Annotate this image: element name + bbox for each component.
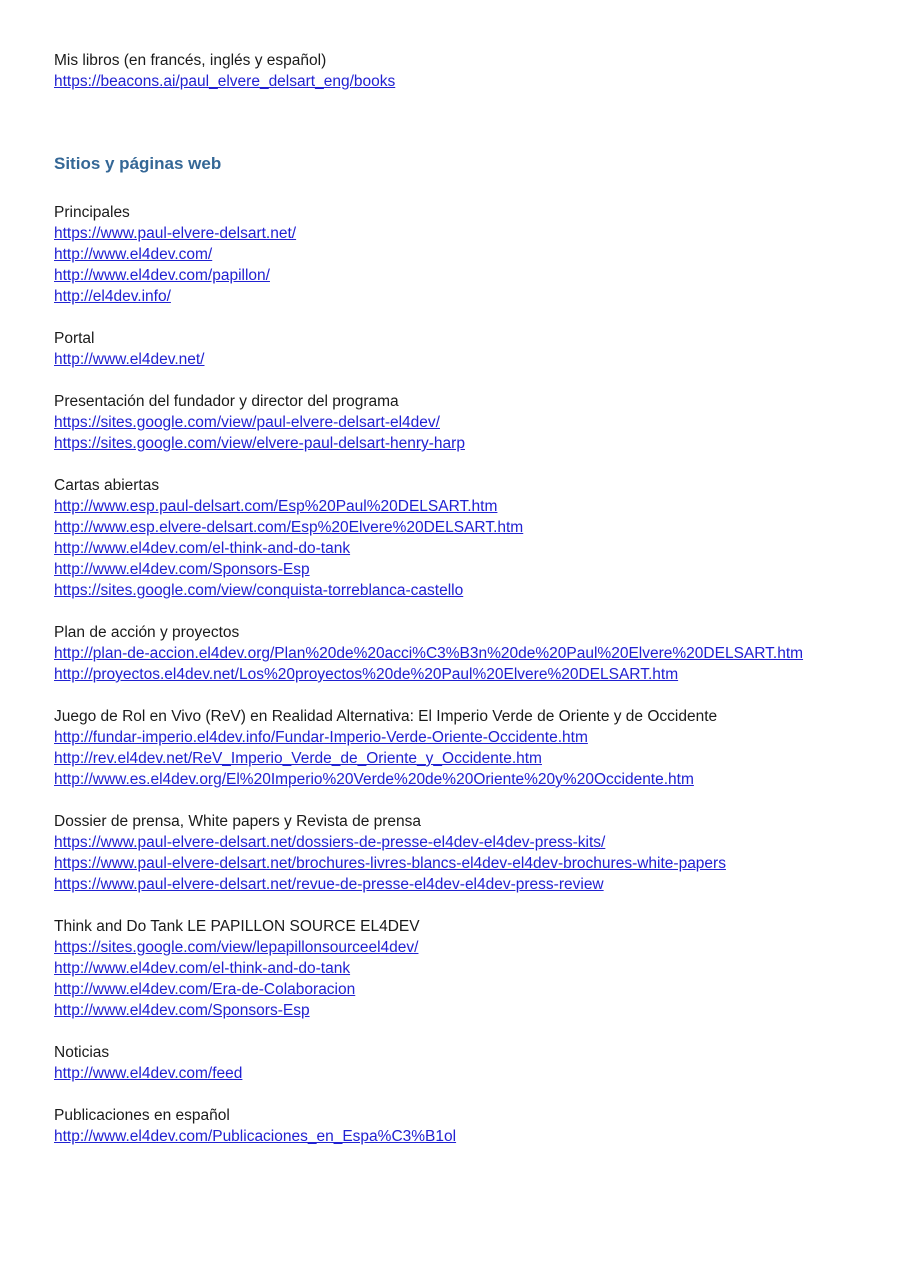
link-section — [54, 328, 865, 370]
link-section — [54, 811, 865, 895]
link-section — [54, 1105, 865, 1147]
url-link[interactable]: http://www.es.el4dev.org/El%20Imperio%20Verde%20de%20Oriente%20y%20Occidente.htm — [54, 771, 694, 788]
section-title: Presentación del fundador y director del programa — [54, 393, 399, 410]
intro-link[interactable]: https://beacons.ai/paul_elvere_delsart_eng/books — [54, 73, 396, 90]
url-link[interactable]: https://sites.google.com/view/elvere-paul-delsart-henry-harp — [54, 435, 465, 452]
url-link[interactable]: http://www.el4dev.com/feed — [54, 1065, 243, 1082]
url-link[interactable]: https://www.paul-elvere-delsart.net/ — [54, 225, 297, 242]
link-section — [54, 622, 865, 685]
section-title: Noticias — [54, 1044, 110, 1061]
url-link[interactable]: http://plan-de-accion.el4dev.org/Plan%20de%20acci%C3%B3n%20de%20Paul%20Elvere%20DELSART.htm — [54, 645, 804, 662]
intro-block — [54, 50, 865, 92]
url-link[interactable]: https://www.paul-elvere-delsart.net/revue-de-presse-el4dev-el4dev-press-review — [54, 876, 604, 893]
url-link[interactable]: http://www.el4dev.com/el-think-and-do-tank — [54, 540, 351, 557]
section-title: Portal — [54, 330, 95, 347]
url-link[interactable]: http://www.el4dev.com/Sponsors-Esp — [54, 561, 310, 578]
link-section — [54, 916, 865, 1021]
url-link[interactable]: https://www.paul-elvere-delsart.net/dossiers-de-presse-el4dev-el4dev-press-kits/ — [54, 834, 606, 851]
url-link[interactable]: http://www.el4dev.com/Era-de-Colaboracion — [54, 981, 356, 998]
link-section — [54, 1042, 865, 1084]
section-title: Think and Do Tank LE PAPILLON SOURCE EL4DEV — [54, 918, 420, 935]
url-link[interactable]: http://proyectos.el4dev.net/Los%20proyectos%20de%20Paul%20Elvere%20DELSART.htm — [54, 666, 679, 683]
section-title: Principales — [54, 204, 130, 221]
section-title: Plan de acción y proyectos — [54, 624, 240, 641]
url-link[interactable]: http://www.esp.elvere-delsart.com/Esp%20Elvere%20DELSART.htm — [54, 519, 524, 536]
link-section — [54, 706, 865, 790]
section-title: Publicaciones en español — [54, 1107, 230, 1124]
section-title: Dossier de prensa, White papers y Revista de prensa — [54, 813, 422, 830]
intro-label: Mis libros (en francés, inglés y español) — [54, 52, 327, 69]
link-section — [54, 391, 865, 454]
url-link[interactable]: http://www.el4dev.com/ — [54, 246, 213, 263]
url-link[interactable]: https://sites.google.com/view/paul-elvere-delsart-el4dev/ — [54, 414, 440, 431]
url-link[interactable]: https://sites.google.com/view/conquista-torreblanca-castello — [54, 582, 464, 599]
link-section — [54, 202, 865, 307]
url-link[interactable]: http://www.el4dev.com/Sponsors-Esp — [54, 1002, 310, 1019]
link-sections-container — [54, 202, 865, 1147]
link-section — [54, 475, 865, 601]
url-link[interactable]: http://fundar-imperio.el4dev.info/Fundar-Imperio-Verde-Oriente-Occidente.htm — [54, 729, 588, 746]
url-link[interactable]: http://www.el4dev.com/el-think-and-do-tank — [54, 960, 351, 977]
url-link[interactable]: http://www.el4dev.com/Publicaciones_en_Espa%C3%B1ol — [54, 1128, 457, 1145]
url-link[interactable]: http://www.esp.paul-delsart.com/Esp%20Paul%20DELSART.htm — [54, 498, 498, 515]
url-link[interactable]: http://www.el4dev.com/papillon/ — [54, 267, 270, 284]
section-title: Juego de Rol en Vivo (ReV) en Realidad Alternativa: El Imperio Verde de Oriente y de Occidente — [54, 708, 718, 725]
url-link[interactable]: https://www.paul-elvere-delsart.net/brochures-livres-blancs-el4dev-el4dev-brochures-white-papers — [54, 855, 726, 872]
section-title: Cartas abiertas — [54, 477, 160, 494]
url-link[interactable]: http://el4dev.info/ — [54, 288, 171, 305]
url-link[interactable]: http://www.el4dev.net/ — [54, 351, 205, 368]
page-section-heading: Sitios y páginas web — [54, 154, 222, 173]
url-link[interactable]: http://rev.el4dev.net/ReV_Imperio_Verde_de_Oriente_y_Occidente.htm — [54, 750, 542, 767]
url-link[interactable]: https://sites.google.com/view/lepapillonsourceel4dev/ — [54, 939, 419, 956]
